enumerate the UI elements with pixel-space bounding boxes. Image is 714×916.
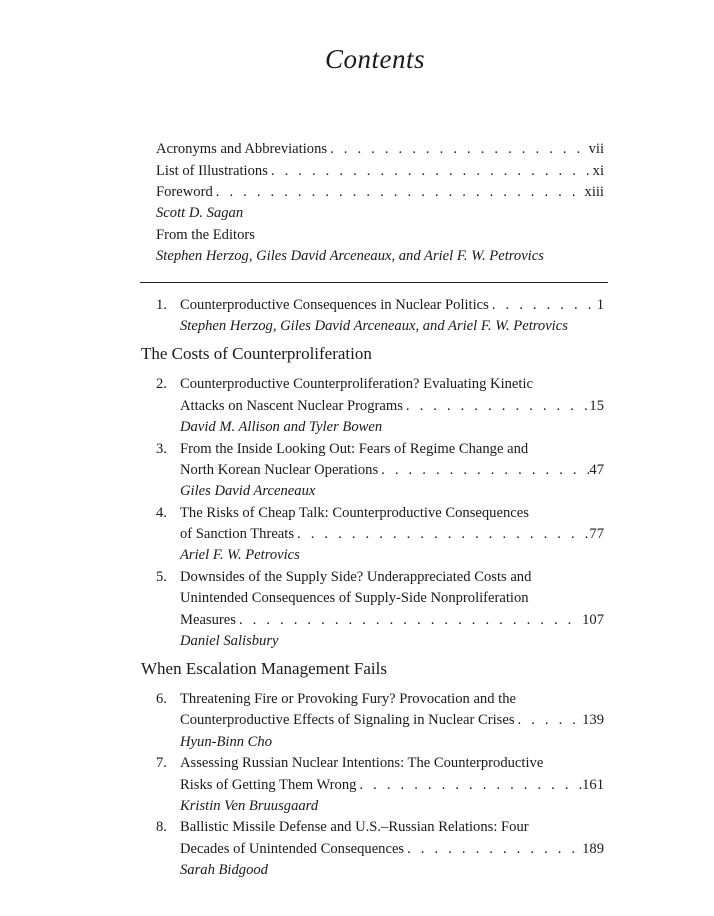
toc-entry-foreword[interactable] (156, 183, 604, 201)
entry-author: Hyun-Binn Cho (180, 734, 273, 750)
entry-title: of Sanction Threats (180, 526, 295, 542)
toc-entry-chapter-7[interactable] (180, 776, 604, 794)
chapter-number: 1. (156, 297, 167, 313)
toc-entry-chapter-6-line-1[interactable]: Threatening Fire or Provoking Fury? Provocation and the (180, 691, 516, 707)
dot-leader (515, 711, 583, 729)
entry-title: Attacks on Nascent Nuclear Programs (180, 398, 403, 414)
entry-title: Acronyms and Abbreviations (156, 141, 328, 157)
entry-author: Stephen Herzog, Giles David Arceneaux, and Ariel F. W. Petrovics (180, 318, 568, 334)
entry-title: Risks of Getting Them Wrong (180, 777, 357, 793)
entry-page: 107 (582, 612, 604, 628)
dot-leader (489, 296, 597, 314)
toc-entry-chapter-3-line-1[interactable]: From the Inside Looking Out: Fears of Regime Change and (180, 441, 529, 457)
entry-author: David M. Allison and Tyler Bowen (180, 419, 383, 435)
toc-entry-chapter-6[interactable] (180, 711, 604, 729)
entry-title: Measures (180, 612, 236, 628)
chapter-number: 2. (156, 376, 167, 392)
toc-entry-chapter-8[interactable] (180, 840, 604, 858)
toc-entry-chapter-1[interactable] (180, 296, 604, 314)
toc-entry-chapter-3[interactable] (180, 461, 604, 479)
entry-author: Sarah Bidgood (180, 862, 268, 878)
toc-entry-illustrations[interactable] (156, 162, 604, 180)
chapter-number: 8. (156, 819, 167, 835)
entry-title: Decades of Unintended Consequences (180, 841, 405, 857)
toc-entry-chapter-2-line-1[interactable]: Counterproductive Counterproliferation? Evaluating Kinetic (180, 376, 533, 392)
entry-page: 47 (589, 462, 604, 478)
chapter-number: 5. (156, 569, 167, 585)
toc-entry-chapter-5-line-2[interactable]: Unintended Consequences of Supply-Side Nonproliferation (180, 590, 529, 606)
page-title: Contents (324, 44, 425, 74)
dot-leader (378, 461, 589, 479)
chapter-number: 7. (156, 755, 167, 771)
toc-entry-chapter-8-line-1[interactable]: Ballistic Missile Defense and U.S.–Russian Relations: Four (180, 819, 529, 835)
toc-entry-chapter-5[interactable] (180, 611, 604, 629)
toc-entry-acronyms[interactable] (156, 140, 604, 158)
dot-leader (268, 162, 593, 180)
entry-title: Counterproductive Effects of Signaling in Nuclear Crises (180, 712, 515, 728)
entry-author: Stephen Herzog, Giles David Arceneaux, and Ariel F. W. Petrovics (156, 248, 544, 264)
toc-entry-chapter-4-line-1[interactable]: The Risks of Cheap Talk: Counterproductive Consequences (180, 505, 529, 521)
chapter-number: 3. (156, 441, 167, 457)
entry-page: xiii (584, 184, 604, 200)
entry-page: xi (592, 163, 604, 179)
entry-page: vii (588, 141, 604, 157)
part-heading: The Costs of Counterproliferation (141, 344, 372, 363)
divider-rule (140, 282, 608, 283)
entry-title: Counterproductive Consequences in Nuclear Politics (180, 297, 489, 313)
entry-page: 77 (589, 526, 604, 542)
dot-leader (327, 140, 589, 158)
entry-author: Scott D. Sagan (156, 205, 244, 221)
toc-entry-from-editors[interactable]: From the Editors (156, 227, 255, 243)
dot-leader (213, 183, 585, 201)
part-heading: When Escalation Management Fails (141, 659, 387, 678)
toc-entry-chapter-5-line-1[interactable]: Downsides of the Supply Side? Underappreciated Costs and (180, 569, 532, 585)
entry-page: 1 (596, 297, 604, 313)
entry-author: Giles David Arceneaux (180, 483, 316, 499)
toc-entry-chapter-7-line-1[interactable]: Assessing Russian Nuclear Intentions: The Counterproductive (180, 755, 544, 771)
chapter-number: 6. (156, 691, 167, 707)
dot-leader (236, 611, 582, 629)
entry-title: North Korean Nuclear Operations (180, 462, 379, 478)
toc-entry-chapter-2[interactable] (180, 397, 604, 415)
entry-title: List of Illustrations (156, 163, 268, 179)
dot-leader (403, 397, 590, 415)
dot-leader (404, 840, 582, 858)
dot-leader (294, 525, 589, 543)
toc-entry-chapter-4[interactable] (180, 525, 604, 543)
entry-author: Kristin Ven Bruusgaard (180, 798, 319, 814)
entry-title: Foreword (156, 184, 213, 200)
entry-page: 161 (582, 777, 604, 793)
entry-author: Daniel Salisbury (180, 633, 279, 649)
entry-author: Ariel F. W. Petrovics (180, 547, 300, 563)
entry-page: 139 (582, 712, 604, 728)
chapter-number: 4. (156, 505, 167, 521)
entry-page: 15 (589, 398, 604, 414)
dot-leader (356, 776, 582, 794)
entry-page: 189 (582, 841, 604, 857)
